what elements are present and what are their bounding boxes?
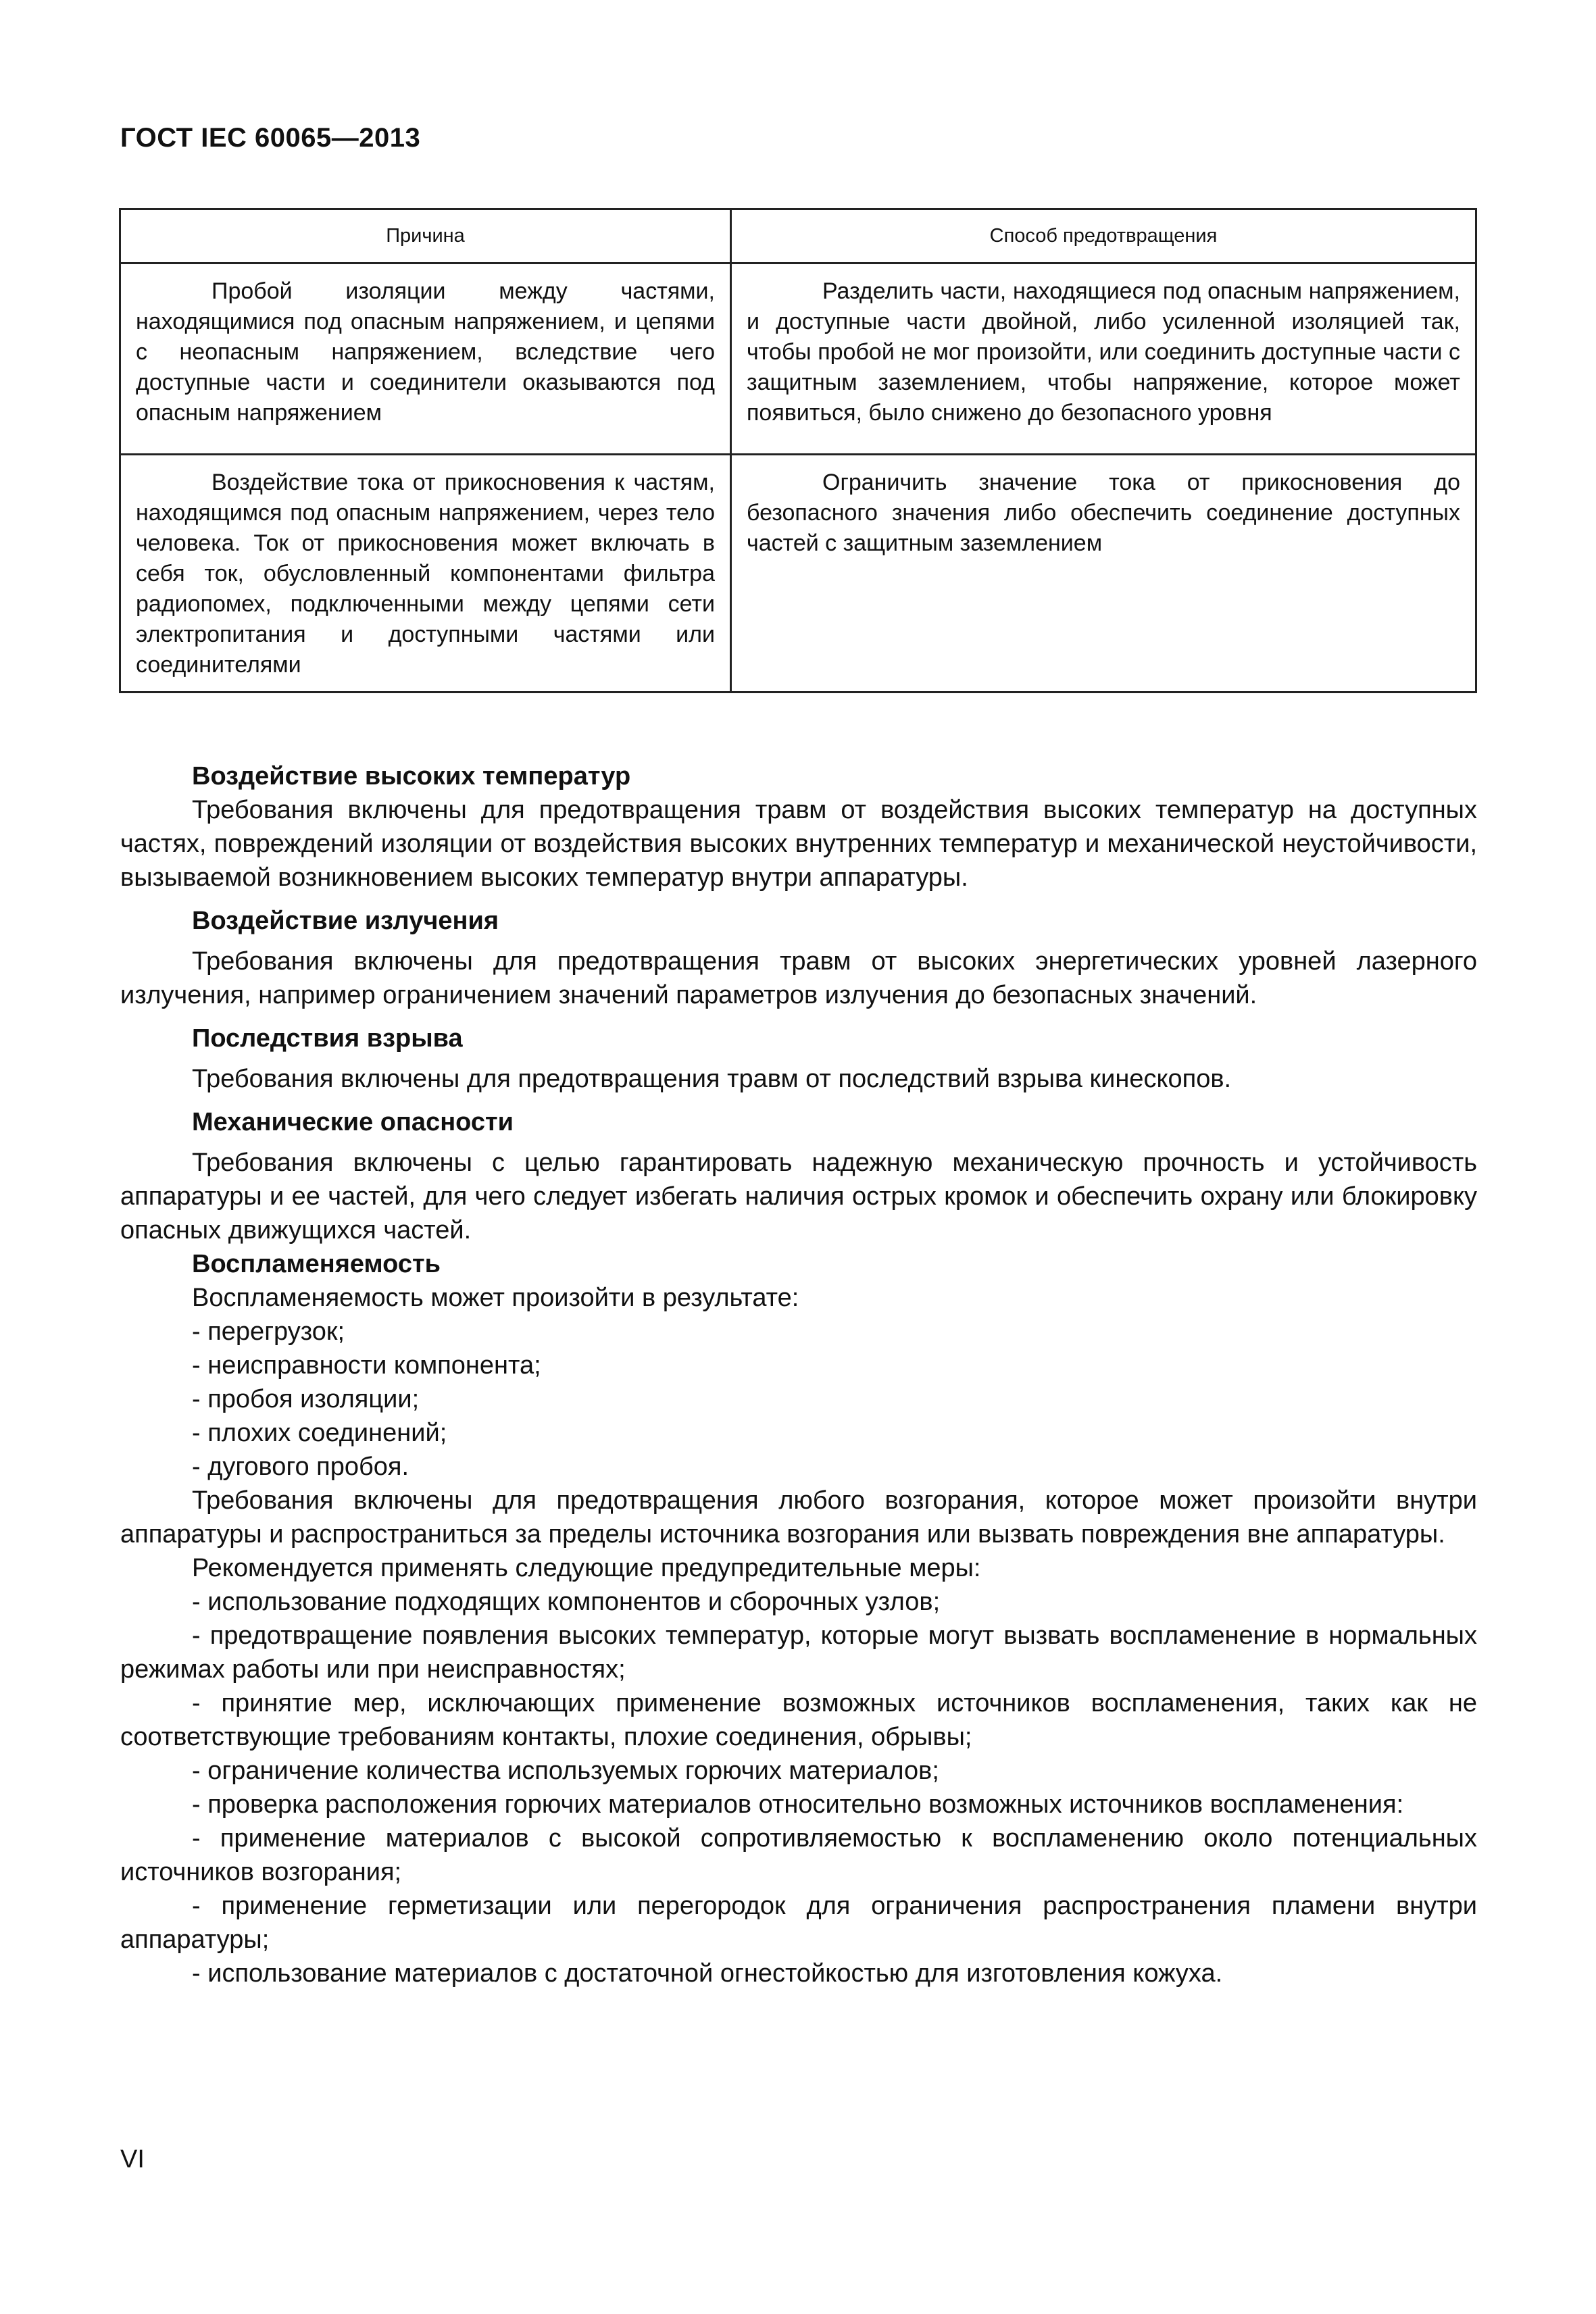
list-item: - проверка расположения горючих материалов относительно возможных источников воспламенения:	[192, 1790, 1404, 1819]
column-header-prevention: Способ предотвращения	[731, 209, 1476, 263]
list-item: - дугового пробоя.	[192, 1453, 409, 1481]
section-title-flammability: Воспламеняемость	[192, 1250, 441, 1278]
section-title-heat: Воздействие высоких температур	[192, 762, 631, 790]
section-text-mechanical: Требования включены с целью гарантировать надежную механическую прочность и устойчивость аппаратуры и ее частей, для чего следует избегать наличия острых кромок и обеспечить охрану или блокировку опасных движущихся частей.	[120, 1149, 1477, 1244]
list-item: - использование подходящих компонентов и сборочных узлов;	[192, 1588, 941, 1616]
section-title-mechanical: Механические опасности	[192, 1108, 514, 1136]
section-title-radiation: Воздействие излучения	[192, 907, 499, 935]
list-item: - перегрузок;	[192, 1317, 345, 1346]
table-cell-cause: Воздействие тока от прикосновения к частям, находящимся под опасным напряжением, через тело человека. Ток от прикосновения может включать в себя ток, обусловленный компонентами фильтра радиопомех, подключенными между цепями сети электропитания и доступными частями или соединителями	[120, 455, 731, 693]
page-number: VI	[120, 2145, 145, 2173]
document-body	[120, 759, 1477, 1990]
table-row	[120, 263, 1476, 455]
table-cell-prevention: Ограничить значение тока от прикосновения до безопасного значения либо обеспечить соединение доступных частей с защитным заземлением	[731, 455, 1476, 693]
section-text-radiation: Требования включены для предотвращения травм от высоких энергетических уровней лазерного излучения, например ограничением значений параметров излучения до безопасных значений.	[120, 947, 1477, 1009]
measures-intro: Рекомендуется применять следующие предупредительные меры:	[192, 1554, 981, 1582]
flammability-requirements: Требования включены для предотвращения любого возгорания, которое может произойти внутри аппаратуры и распространиться за пределы источника возгорания или вызвать повреждения вне аппаратуры.	[120, 1486, 1477, 1549]
list-item: - пробоя изоляции;	[192, 1385, 420, 1413]
section-text-heat: Требования включены для предотвращения травм от воздействия высоких температур на доступных частях, повреждений изоляции от воздействия высоких внутренних температур и механической неустойчивости, вызываемой возникновением высоких температур внутри аппаратуры.	[120, 796, 1477, 892]
list-item: - предотвращение появления высоких температур, которые могут вызвать воспламенение в нормальных режимах работы или при неисправностях;	[120, 1621, 1477, 1684]
document-header: ГОСТ IEC 60065—2013	[120, 123, 421, 153]
column-header-cause: Причина	[120, 209, 731, 263]
list-item: - плохих соединений;	[192, 1419, 447, 1447]
section-text-explosion: Требования включены для предотвращения травм от последствий взрыва кинескопов.	[192, 1065, 1232, 1093]
table-cell-prevention: Разделить части, находящиеся под опасным напряжением, и доступные части двойной, либо усиленной изоляцией так, чтобы пробой не мог произойти, или соединить доступные части с защитным заземлением, чтобы напряжение, которое может появиться, было снижено до безопасного уровня	[731, 263, 1476, 455]
section-title-explosion: Последствия взрыва	[192, 1024, 463, 1053]
list-item: - применение герметизации или перегородок для ограничения распространения пламени внутри аппаратуры;	[120, 1892, 1477, 1954]
table-cell-cause: Пробой изоляции между частями, находящимися под опасным напряжением, и цепями с неопасным напряжением, вследствие чего доступные части и соединители оказываются под опасным напряжением	[120, 263, 731, 455]
table-header-row	[120, 209, 1476, 263]
list-item: - ограничение количества используемых горючих материалов;	[192, 1757, 939, 1785]
list-item: - принятие мер, исключающих применение возможных источников воспламенения, таких как не соответствующие требованиям контакты, плохие соединения, обрывы;	[120, 1689, 1477, 1751]
list-item: - применение материалов с высокой сопротивляемостью к воспламенению около потенциальных источников возгорания;	[120, 1824, 1477, 1886]
table-row	[120, 455, 1476, 693]
list-item: - использование материалов с достаточной огнестойкостью для изготовления кожуха.	[192, 1959, 1223, 1988]
flammability-intro: Воспламеняемость может произойти в результате:	[192, 1284, 799, 1312]
hazard-table	[119, 208, 1477, 693]
list-item: - неисправности компонента;	[192, 1351, 541, 1380]
